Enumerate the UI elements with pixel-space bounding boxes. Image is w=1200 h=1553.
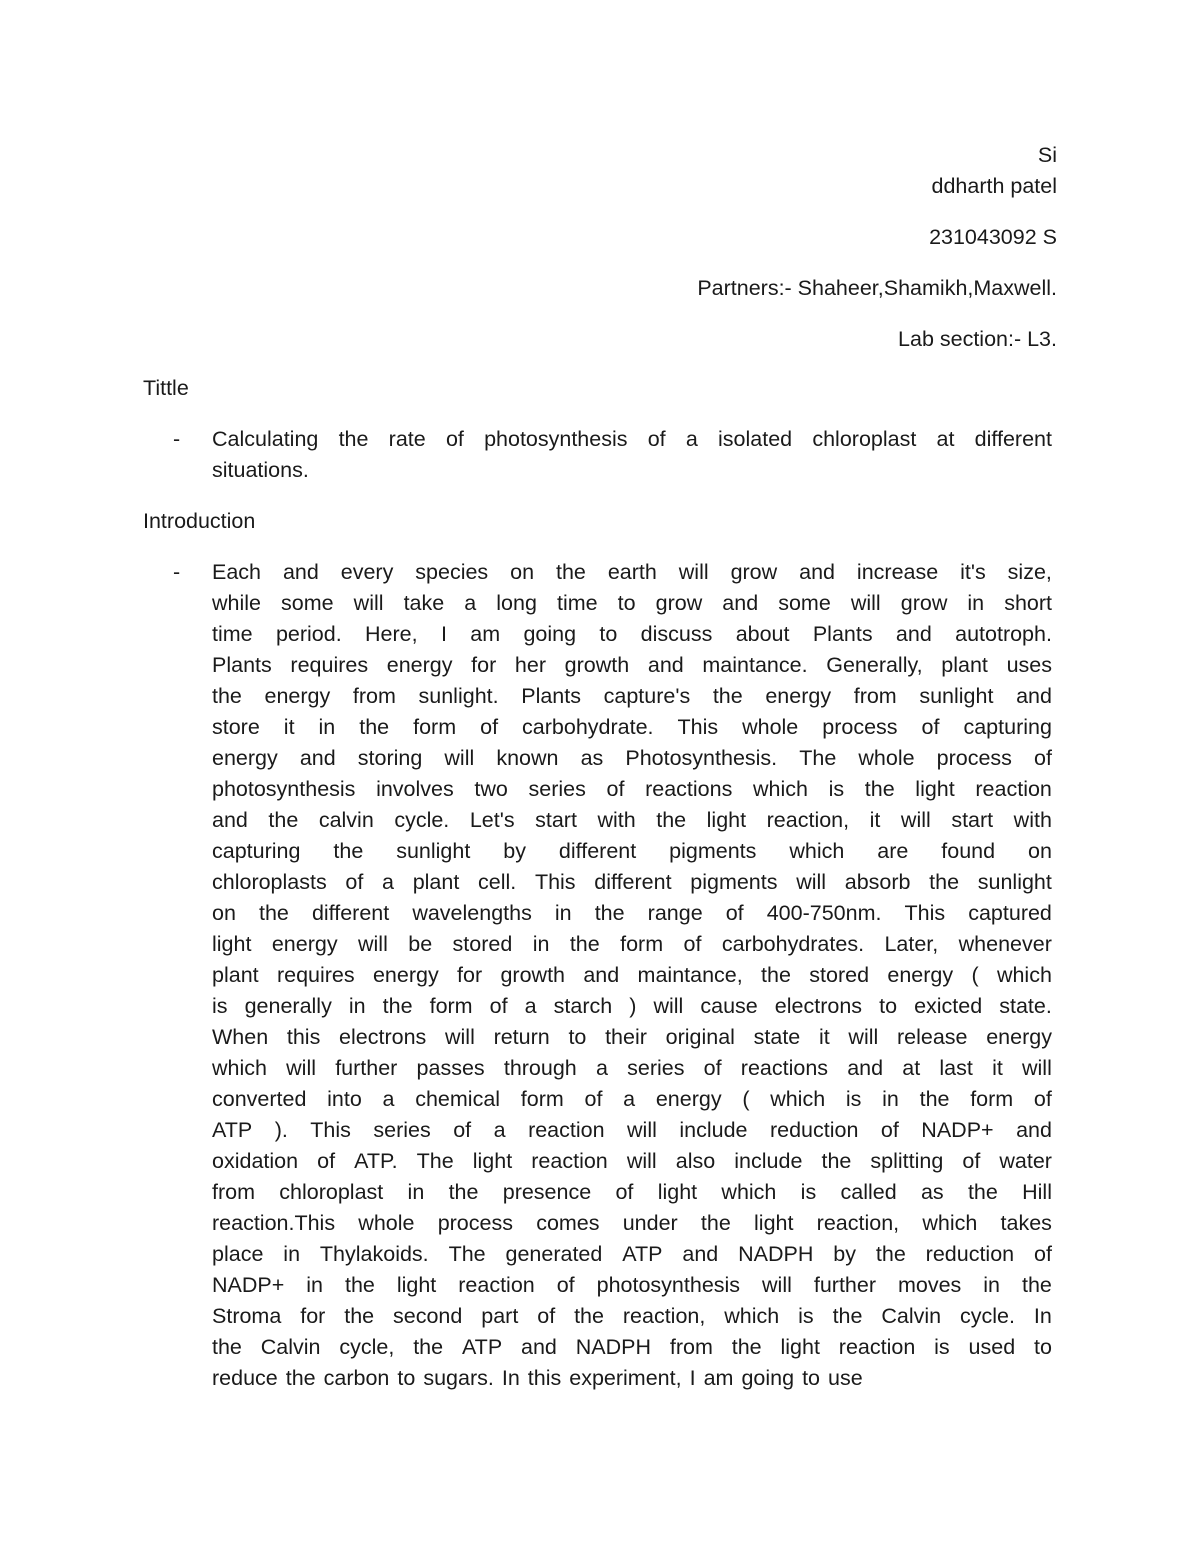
text-line: the Calvin cycle, the ATP and NADPH from the light reaction is used to (212, 1335, 1052, 1359)
text-line: NADP+ in the light reaction of photosynthesis will further moves in the (212, 1273, 1052, 1297)
text-line: converted into a chemical form of a energy ( which is in the form of (212, 1087, 1052, 1111)
text-line: reduce the carbon to sugars. In this experiment, I am going to use (212, 1366, 863, 1390)
author-header (457, 140, 1057, 355)
text-line: is generally in the form of a starch ) will cause electrons to exicted state. (212, 994, 1052, 1018)
text-line: the energy from sunlight. Plants capture's the energy from sunlight and (212, 684, 1052, 708)
text-line: light energy will be stored in the form of carbohydrates. Later, whenever (212, 932, 1052, 956)
text-line: oxidation of ATP. The light reaction will also include the splitting of water (212, 1149, 1052, 1173)
title-text (212, 424, 1052, 486)
text-line: When this electrons will return to their original state it will release energy (212, 1025, 1052, 1049)
text-line: and the calvin cycle. Let's start with the light reaction, it will start with (212, 808, 1052, 832)
author-name-line-2: ddharth patel (931, 174, 1057, 198)
text-line: Stroma for the second part of the reaction, which is the Calvin cycle. In (212, 1304, 1052, 1328)
text-line: situations. (212, 458, 309, 482)
text-line: ATP ). This series of a reaction will include reduction of NADP+ and (212, 1118, 1052, 1142)
bullet-dash: - (173, 427, 181, 451)
text-line: capturing the sunlight by different pigments which are found on (212, 839, 1052, 863)
author-name-line-1: Si (1037, 143, 1057, 167)
text-line: store it in the form of carbohydrate. This whole process of capturing (212, 715, 1052, 739)
introduction-text (212, 557, 1052, 1394)
bullet-dash: - (173, 560, 181, 584)
text-line: on the different wavelengths in the range of 400-750nm. This captured (212, 901, 1052, 925)
title-heading: Tittle (143, 376, 189, 400)
text-line: plant requires energy for growth and maintance, the stored energy ( which (212, 963, 1052, 987)
text-line: reaction.This whole process comes under the light reaction, which takes (212, 1211, 1052, 1235)
text-line: Calculating the rate of photosynthesis of a isolated chloroplast at different (212, 427, 1052, 451)
text-line: Plants requires energy for her growth and maintance. Generally, plant uses (212, 653, 1052, 677)
text-line: while some will take a long time to grow and some will grow in short (212, 591, 1052, 615)
student-id: 231043092 S (929, 225, 1057, 249)
text-line: time period. Here, I am going to discuss about Plants and autotroph. (212, 622, 1052, 646)
text-line: which will further passes through a series of reactions and at last it will (212, 1056, 1052, 1080)
text-line: place in Thylakoids. The generated ATP and NADPH by the reduction of (212, 1242, 1052, 1266)
text-line: energy and storing will known as Photosynthesis. The whole process of (212, 746, 1052, 770)
text-line: photosynthesis involves two series of reactions which is the light reaction (212, 777, 1052, 801)
lab-partners: Partners:- Shaheer,Shamikh,Maxwell. (697, 276, 1057, 300)
text-line: chloroplasts of a plant cell. This different pigments will absorb the sunlight (212, 870, 1052, 894)
text-line: Each and every species on the earth will grow and increase it's size, (212, 560, 1052, 584)
lab-section: Lab section:- L3. (898, 327, 1057, 351)
introduction-heading: Introduction (143, 509, 256, 533)
text-line: from chloroplast in the presence of light which is called as the Hill (212, 1180, 1052, 1204)
